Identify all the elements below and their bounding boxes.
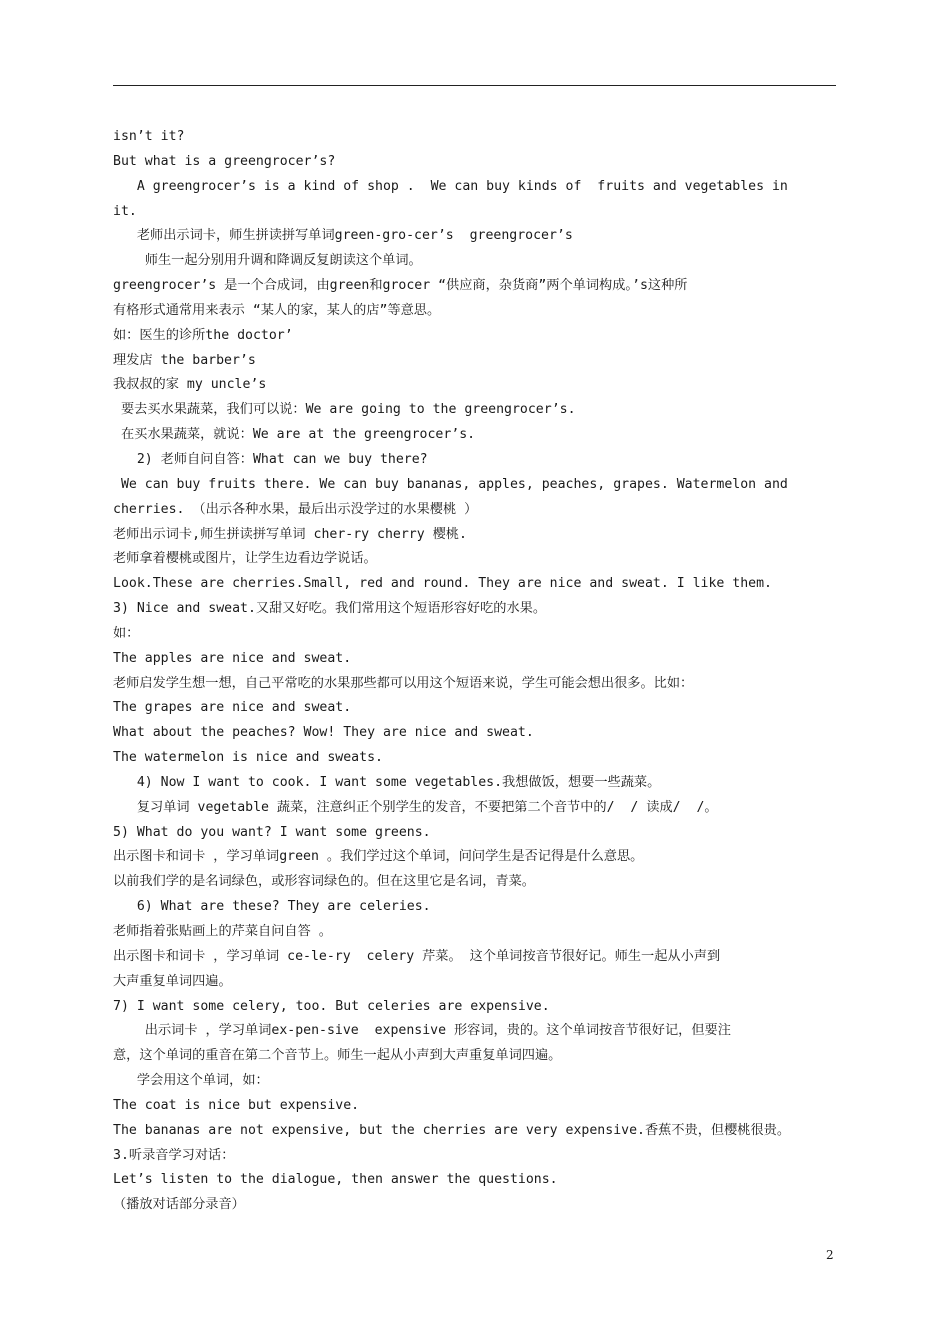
document-body (113, 125, 838, 1218)
text-line: 出示词卡 ，学习单词ex-pen-sive expensive 形容词，贵的。这个单词按音节很好记，但要注 (113, 1023, 731, 1039)
text-line: A greengrocer’s is a kind of shop . We can buy kinds of fruits and vegetables in (113, 178, 788, 194)
text-line: Let’s listen to the dialogue, then answer the questions. (113, 1172, 558, 1188)
text-line: 如：医生的诊所the doctor’ (113, 327, 293, 343)
text-line: What about the peaches? Wow! They are nice and sweat. (113, 725, 534, 741)
text-line: The apples are nice and sweat. (113, 650, 352, 666)
text-line: 7) I want some celery, too. But celeries are expensive. (113, 998, 550, 1014)
text-line: 3) Nice and sweat.又甜又好吃。我们常用这个短语形容好吃的水果。 (113, 601, 547, 617)
text-line: （播放对话部分录音） (113, 1197, 245, 1213)
text-line: 复习单词 vegetable 蔬菜，注意纠正个别学生的发音，不要把第二个音节中的/ / 读成/ /。 (113, 799, 718, 815)
text-line: greengrocer’s 是一个合成词，由green和grocer “供应商，杂货商”两个单词构成。’s这种所 (113, 278, 688, 294)
text-line: The watermelon is nice and sweats. (113, 750, 383, 766)
text-line: Look.These are cherries.Small, red and round. They are nice and sweat. I like them. (113, 576, 772, 592)
text-line: 我叔叔的家 my uncle’s (113, 377, 267, 393)
text-line: 如： (113, 625, 140, 641)
text-line: 4) Now I want to cook. I want some vegetables.我想做饭，想要一些蔬菜。 (113, 774, 661, 790)
text-line: 6) What are these? They are celeries. (113, 899, 431, 915)
text-line: 3.听录音学习对话： (113, 1147, 235, 1163)
header-rule (113, 85, 836, 86)
text-line: But what is a greengrocer’s? (113, 153, 336, 169)
text-line: 5) What do you want? I want some greens. (113, 824, 431, 840)
text-line: 出示图卡和词卡 ，学习单词green 。我们学过这个单词，问问学生是否记得是什么意思。 (113, 849, 644, 865)
text-line: The bananas are not expensive, but the cherries are very expensive.香蕉不贵，但樱桃很贵。 (113, 1122, 791, 1138)
text-line: The coat is nice but expensive. (113, 1097, 360, 1113)
text-line: 在买水果蔬菜，就说：We are at the greengrocer’s. (113, 427, 476, 443)
text-line: 有格形式通常用来表示 “某人的家，某人的店”等意思。 (113, 302, 441, 318)
text-line: 学会用这个单词，如： (113, 1073, 269, 1089)
text-line: 老师拿着樱桃或图片，让学生边看边学说话。 (113, 551, 377, 567)
text-line: We can buy fruits there. We can buy bananas, apples, peaches, grapes. Watermelon and (113, 476, 788, 492)
text-line: 以前我们学的是名词绿色，或形容词绿色的。但在这里它是名词，青菜。 (113, 874, 535, 890)
text-line: 出示图卡和词卡 ，学习单词 ce-le-ry celery 芹菜。 这个单词按音节很好记。师生一起从小声到 (113, 948, 721, 964)
text-line: 要去买水果蔬菜，我们可以说：We are going to the greengrocer’s. (113, 402, 576, 418)
text-line: 老师启发学生想一想，自己平常吃的水果那些都可以用这个短语来说，学生可能会想出很多。比如： (113, 675, 694, 691)
text-line: isn’t it? (113, 129, 185, 144)
text-line: The grapes are nice and sweat. (113, 700, 352, 716)
text-line: 理发店 the barber’s (113, 352, 256, 368)
text-line: it. (113, 203, 137, 219)
text-line: cherries. （出示各种水果，最后出示没学过的水果樱桃 ） (113, 501, 478, 517)
text-line: 师生一起分别用升调和降调反复朗读这个单词。 (113, 253, 422, 269)
text-line: 老师出示词卡，师生拼读拼写单词green-gro-cer’s greengrocer’s (113, 228, 573, 244)
text-line: 大声重复单词四遍。 (113, 973, 232, 989)
text-line: 意，这个单词的重音在第二个音节上。师生一起从小声到大声重复单词四遍。 (113, 1048, 562, 1064)
text-line: 老师出示词卡,师生拼读拼写单词 cher-ry cherry 樱桃. (113, 526, 467, 542)
text-line: 2) 老师自问自答：What can we buy there? (113, 451, 428, 467)
text-line: 老师指着张贴画上的芹菜自问自答 。 (113, 924, 332, 939)
page-number: 2 (826, 1248, 834, 1262)
